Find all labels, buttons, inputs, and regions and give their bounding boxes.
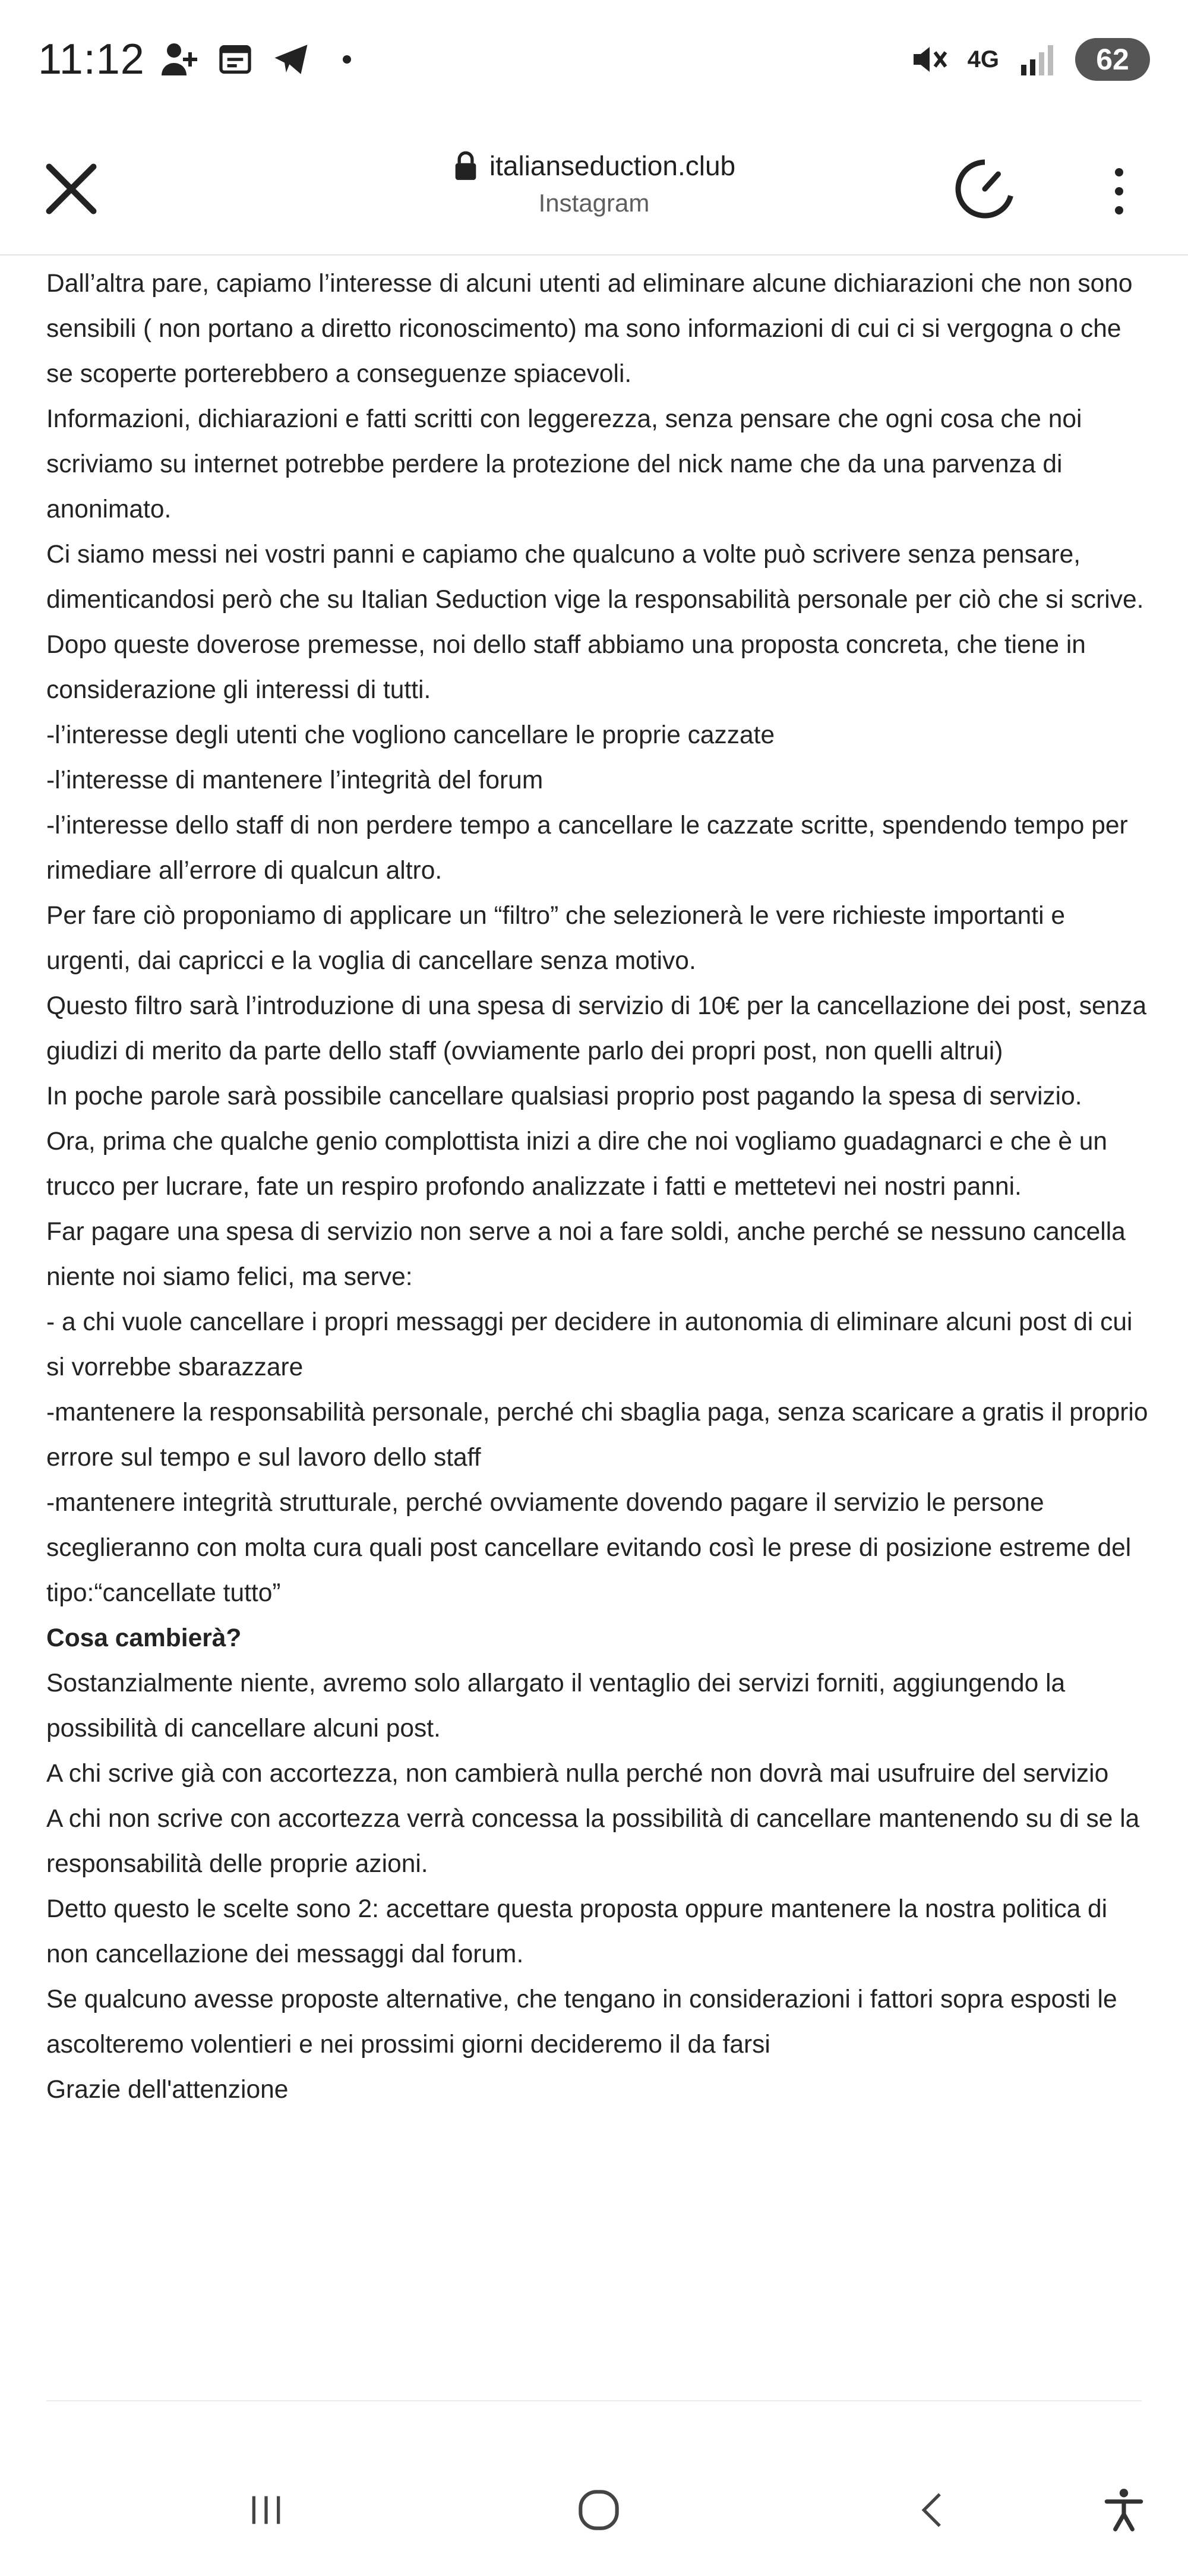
accessibility-icon bbox=[1098, 2485, 1149, 2536]
close-icon bbox=[38, 156, 105, 222]
article-paragraph: Sostanzialmente niente, avremo solo allargato il ventaglio dei servizi forniti, aggiungendo la possibilità di cancellare alcuni post. bbox=[46, 1669, 1066, 1742]
article-paragraph: In poche parole sarà possibile cancellare qualsiasi proprio post pagando la spesa di servizio. bbox=[46, 1082, 1082, 1110]
add-person-icon bbox=[158, 38, 201, 81]
article-paragraph: Detto questo le scelte sono 2: accettare questa proposta oppure mantenere la nostra politica di non cancellazione dei messaggi dal forum. bbox=[46, 1895, 1108, 1968]
article-paragraph: Ora, prima che qualche genio complottista inizi a dire che noi vogliamo guadagnarci e che è un trucco per lucrare, fate un respiro profondo analizzate i fatti e mettetevi nei nostri panni. bbox=[46, 1128, 1108, 1201]
article-paragraph: - a chi vuole cancellare i propri messaggi per decidere in autonomia di eliminare alcuni post di cui si vorrebbe sbarazzare bbox=[46, 1308, 1133, 1381]
content-divider bbox=[46, 2400, 1142, 2401]
recents-icon bbox=[242, 2486, 290, 2534]
back-icon bbox=[910, 2486, 958, 2534]
status-right bbox=[908, 38, 1150, 81]
article-paragraph: Questo filtro sarà l’introduzione di una spesa di servizio di 10€ per la cancellazione dei post, senza giudizi di merito da parte dello staff (ovviamente parlo dei propri post, non quelli altrui) bbox=[46, 992, 1147, 1065]
recents-button[interactable] bbox=[225, 2471, 308, 2549]
article-body bbox=[46, 261, 1152, 2113]
article-paragraph: Per fare ciò proponiamo di applicare un “filtro” che selezionerà le vere richieste importanti e urgenti, dai capricci e la voglia di cancellare senza motivo. bbox=[46, 902, 1066, 975]
article-paragraph: -mantenere la responsabilità personale, perché chi sbaglia paga, senza scaricare a gratis il proprio errore sul tempo e sul lavoro dello staff bbox=[46, 1399, 1148, 1472]
article-paragraph: Dall’altra pare, capiamo l’interesse di alcuni utenti ad eliminare alcune dichiarazioni che non sono sensibili ( non portano a diretto riconoscimento) ma sono informazioni di cui ci si vergogna o che se scoperte porterebbero a conseguenze spiacevoli. bbox=[46, 270, 1133, 388]
status-left bbox=[38, 35, 368, 84]
article-paragraph: -l’interesse di mantenere l’integrità del forum bbox=[46, 766, 544, 794]
article-paragraph: A chi non scrive con accortezza verrà concessa la possibilità di cancellare mantenendo su di se la responsabilità delle proprie azioni. bbox=[46, 1805, 1140, 1878]
article-paragraph: -l’interesse degli utenti che vogliono cancellare le proprie cazzate bbox=[46, 721, 775, 749]
telegram-icon bbox=[270, 38, 312, 81]
article-paragraph: A chi scrive già con accortezza, non cambierà nulla perché non dovrà mai usufruire del servizio bbox=[46, 1760, 1109, 1788]
status-bar bbox=[0, 0, 1188, 119]
article-paragraph: Grazie dell'attenzione bbox=[46, 2076, 289, 2104]
section-heading: Cosa cambierà? bbox=[46, 1624, 242, 1652]
article-paragraph: -l’interesse dello staff di non perdere tempo a cancellare le cazzate scritte, spendendo tempo per rimediare all’errore di qualcun altro. bbox=[46, 812, 1128, 885]
page-speed-button[interactable] bbox=[949, 153, 1020, 225]
article-paragraph: Dopo queste doverose premesse, noi dello staff abbiamo una proposta concreta, che tiene in considerazione gli interessi di tutti. bbox=[46, 631, 1086, 704]
url-block[interactable] bbox=[380, 150, 808, 217]
close-button[interactable] bbox=[38, 156, 105, 222]
article-paragraph: Far pagare una spesa di servizio non serve a noi a fare soldi, anche perché se nessuno cancella niente noi siamo felici, ma serve: bbox=[46, 1218, 1126, 1291]
page-domain: italianseduction.club bbox=[489, 150, 736, 181]
more-options-button[interactable] bbox=[1094, 156, 1144, 227]
article-paragraph: Informazioni, dichiarazioni e fatti scritti con leggerezza, senza pensare che ogni cosa che noi scriviamo su internet potrebbe perdere la protezione del nick name che da una parvenza di anonimato. bbox=[46, 405, 1082, 523]
mute-icon bbox=[908, 38, 951, 81]
lock-icon bbox=[453, 150, 479, 181]
network-type: 4G bbox=[967, 46, 999, 72]
dot-icon bbox=[326, 38, 368, 81]
more-vert-icon bbox=[1115, 168, 1123, 176]
speed-spinner-icon bbox=[949, 153, 1020, 225]
back-button[interactable] bbox=[892, 2471, 975, 2549]
accessibility-button[interactable] bbox=[1082, 2471, 1165, 2549]
calendar-icon bbox=[214, 38, 257, 81]
signal-icon bbox=[1016, 38, 1059, 81]
home-button[interactable] bbox=[557, 2471, 640, 2549]
browser-toolbar bbox=[0, 119, 1188, 255]
battery-badge: 62 bbox=[1075, 38, 1150, 81]
page-source: Instagram bbox=[538, 189, 650, 217]
system-navigation-bar bbox=[0, 2465, 1188, 2555]
article-paragraph: Se qualcuno avesse proposte alternative, che tengano in considerazioni i fattori sopra esposti le ascolteremo volentieri e nei prossimi giorni decideremo il da farsi bbox=[46, 1985, 1117, 2059]
home-icon bbox=[571, 2483, 626, 2537]
status-time: 11:12 bbox=[38, 36, 145, 83]
article-paragraph: -mantenere integrità strutturale, perché ovviamente dovendo pagare il servizio le persone sceglieranno con molta cura quali post cancellare evitando così le prese di posizione estreme del tipo:“cancellate tutto” bbox=[46, 1489, 1132, 1607]
article-paragraph: Ci siamo messi nei vostri panni e capiamo che qualcuno a volte può scrivere senza pensare, dimenticandosi però che su Italian Seduction vige la responsabilità personale per ciò che si scrive. bbox=[46, 541, 1144, 614]
